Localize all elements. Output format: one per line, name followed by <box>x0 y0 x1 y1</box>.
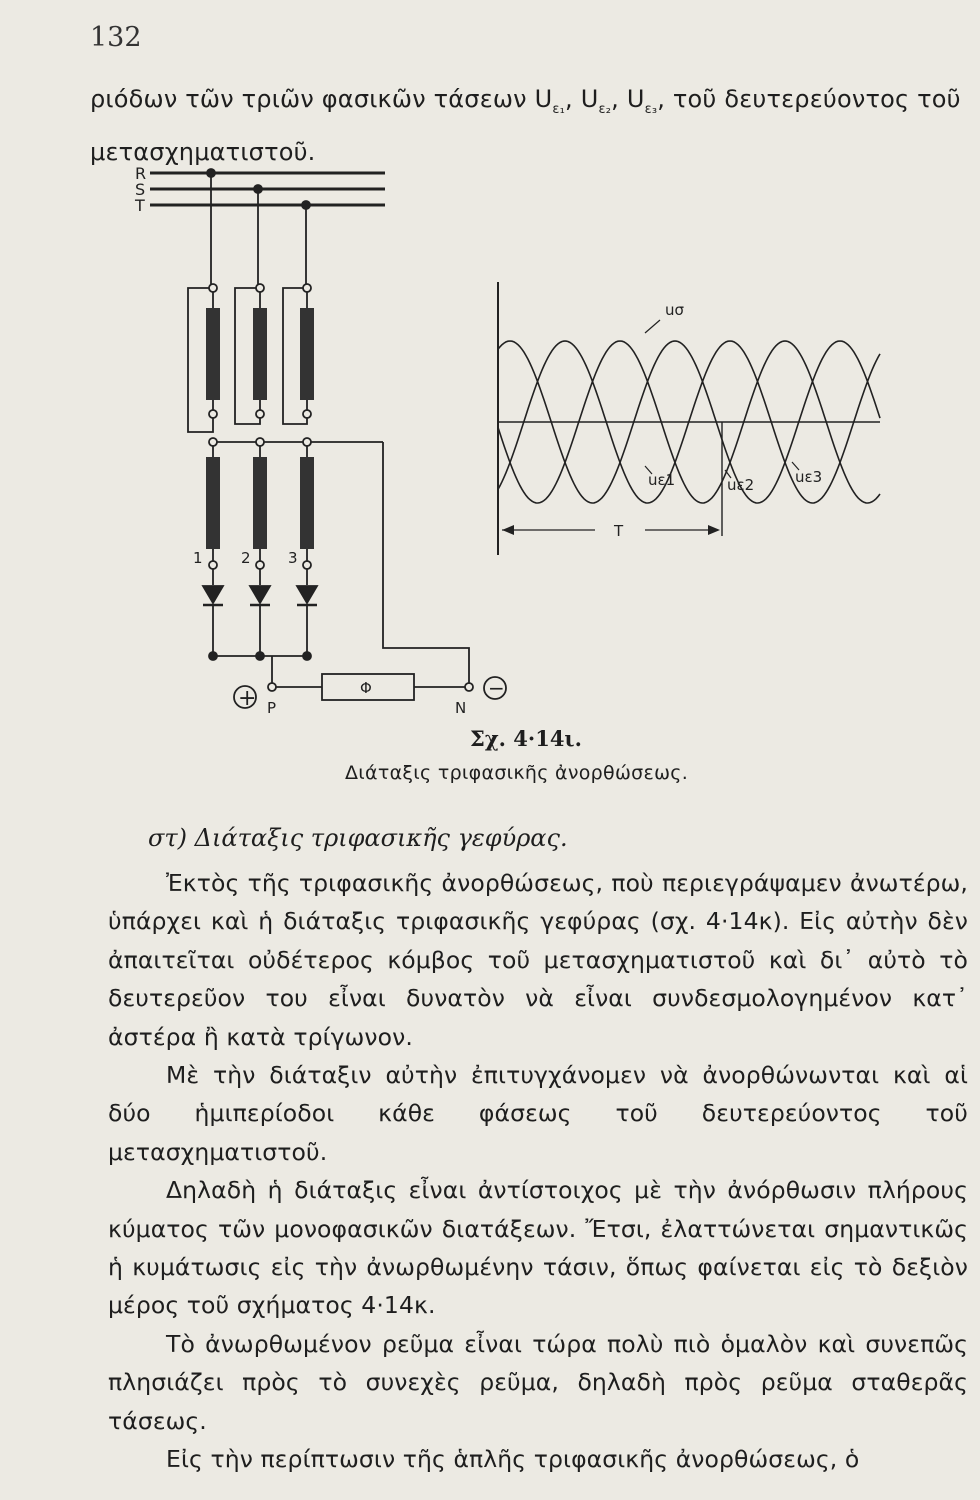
paragraph-3: Δηλαδὴ ἡ διάταξις εἶναι ἀντίστοιχος μὲ τὴν ἀνόρθωσιν πλήρους κύματος τῶν μονοφασικῶν διατάξεων. Ἔτσι, ἐλαττώνεται σημαντικῶς ἡ κυμάτωσις εἰς τὴν ἀνωρθωμένην τάσιν, ὅπως φαίνεται εἰς τὸ δεξιὸν μέρος τοῦ σχήματος 4·14κ. <box>108 1176 968 1320</box>
load-label: Φ <box>360 679 372 697</box>
waveform-plot <box>498 282 880 555</box>
u-letter-2: U <box>580 85 599 113</box>
intro-before: ριόδων τῶν τριῶν φασικῶν τάσεων <box>90 85 535 113</box>
u-letter-3: U <box>626 85 645 113</box>
u-sub-1: ε₁ <box>552 101 566 117</box>
wave-u1-label: uε1 <box>648 471 676 489</box>
section-heading: στ) Διάταξις τριφασικῆς γεφύρας. <box>148 824 568 852</box>
phase-label-1: 1 <box>193 549 203 567</box>
u-sub-3: ε₃ <box>644 101 658 117</box>
figure-caption: Διάταξις τριφασικῆς ἀνορθώσεως. <box>345 762 689 784</box>
label-s: S <box>135 180 146 199</box>
wave-u2-label: uε2 <box>727 476 755 494</box>
n-label: N <box>455 699 467 717</box>
wave-u3-label: uε3 <box>795 468 823 486</box>
intro-after: , τοῦ δευτερεύοντος τοῦ μετασχηματιστοῦ. <box>90 85 961 166</box>
u-letter-1: U <box>534 85 553 113</box>
p-label: P <box>267 699 277 717</box>
terminal-n <box>465 683 473 691</box>
intro-sep-1: , <box>565 85 581 113</box>
page-number: 132 <box>90 22 142 53</box>
supply-lines <box>150 173 385 205</box>
figure-number: Σχ. 4·14ι. <box>470 726 582 751</box>
label-t: T <box>135 196 145 215</box>
circuit-diagram <box>134 164 506 717</box>
u-sub-2: ε₂ <box>598 101 612 117</box>
intro-sep-2: , <box>611 85 627 113</box>
plus-sign: + <box>238 686 257 711</box>
paragraph-5: Εἰς τὴν περίπτωσιν τῆς ἁπλῆς τριφασικῆς ἀνορθώσεως, ὁ <box>166 1445 860 1474</box>
phase-label-2: 2 <box>241 549 251 567</box>
phase-label-3: 3 <box>288 549 298 567</box>
period-label: T <box>614 522 624 540</box>
label-r: R <box>135 164 147 183</box>
intro-text <box>90 78 965 173</box>
paragraph-4: Τὸ ἀνωρθωμένον ρεῦμα εἶναι τώρα πολὺ πιὸ ὁμαλὸν καὶ συνεπῶς πλησιάζει πρὸς τὸ συνεχὲς ρεῦμα, δηλαδὴ πρὸς ρεῦμα σταθερᾶς τάσεως. <box>108 1329 968 1435</box>
minus-sign: − <box>488 676 505 700</box>
terminal-p <box>268 683 276 691</box>
wave-u0-label: uσ <box>665 301 685 319</box>
rectifier-figure <box>100 160 900 720</box>
primary-windings <box>188 284 314 432</box>
paragraph-2: Μὲ τὴν διάταξιν αὐτὴν ἐπιτυγχάνομεν νὰ ἀνορθώνωνται καὶ αἱ δύο ἡμιπερίοδοι κάθε φάσεως τοῦ δευτερεύοντος τοῦ μετασχηματιστοῦ. <box>108 1061 968 1166</box>
body-text <box>108 864 968 1479</box>
diodes <box>203 586 317 605</box>
paragraph-1: Ἐκτὸς τῆς τριφασικῆς ἀνορθώσεως, ποὺ περιεγράψαμεν ἀνωτέρω, ὑπάρχει καὶ ἡ διάταξις τριφασικῆς γεφύρας (σχ. 4·14κ). Εἰς αὐτὴν δὲν ἀπαιτεῖται οὐδέτερος κόμβος τοῦ μετασχηματιστοῦ καὶ δι᾽ αὐτὸ τὸ δευτερεῦον του εἶναι δυνατὸν νὰ εἶναι συνδεσμολογημένον κατ᾽ ἀστέρα ἢ κατὰ τρίγωνον. <box>108 869 968 1051</box>
